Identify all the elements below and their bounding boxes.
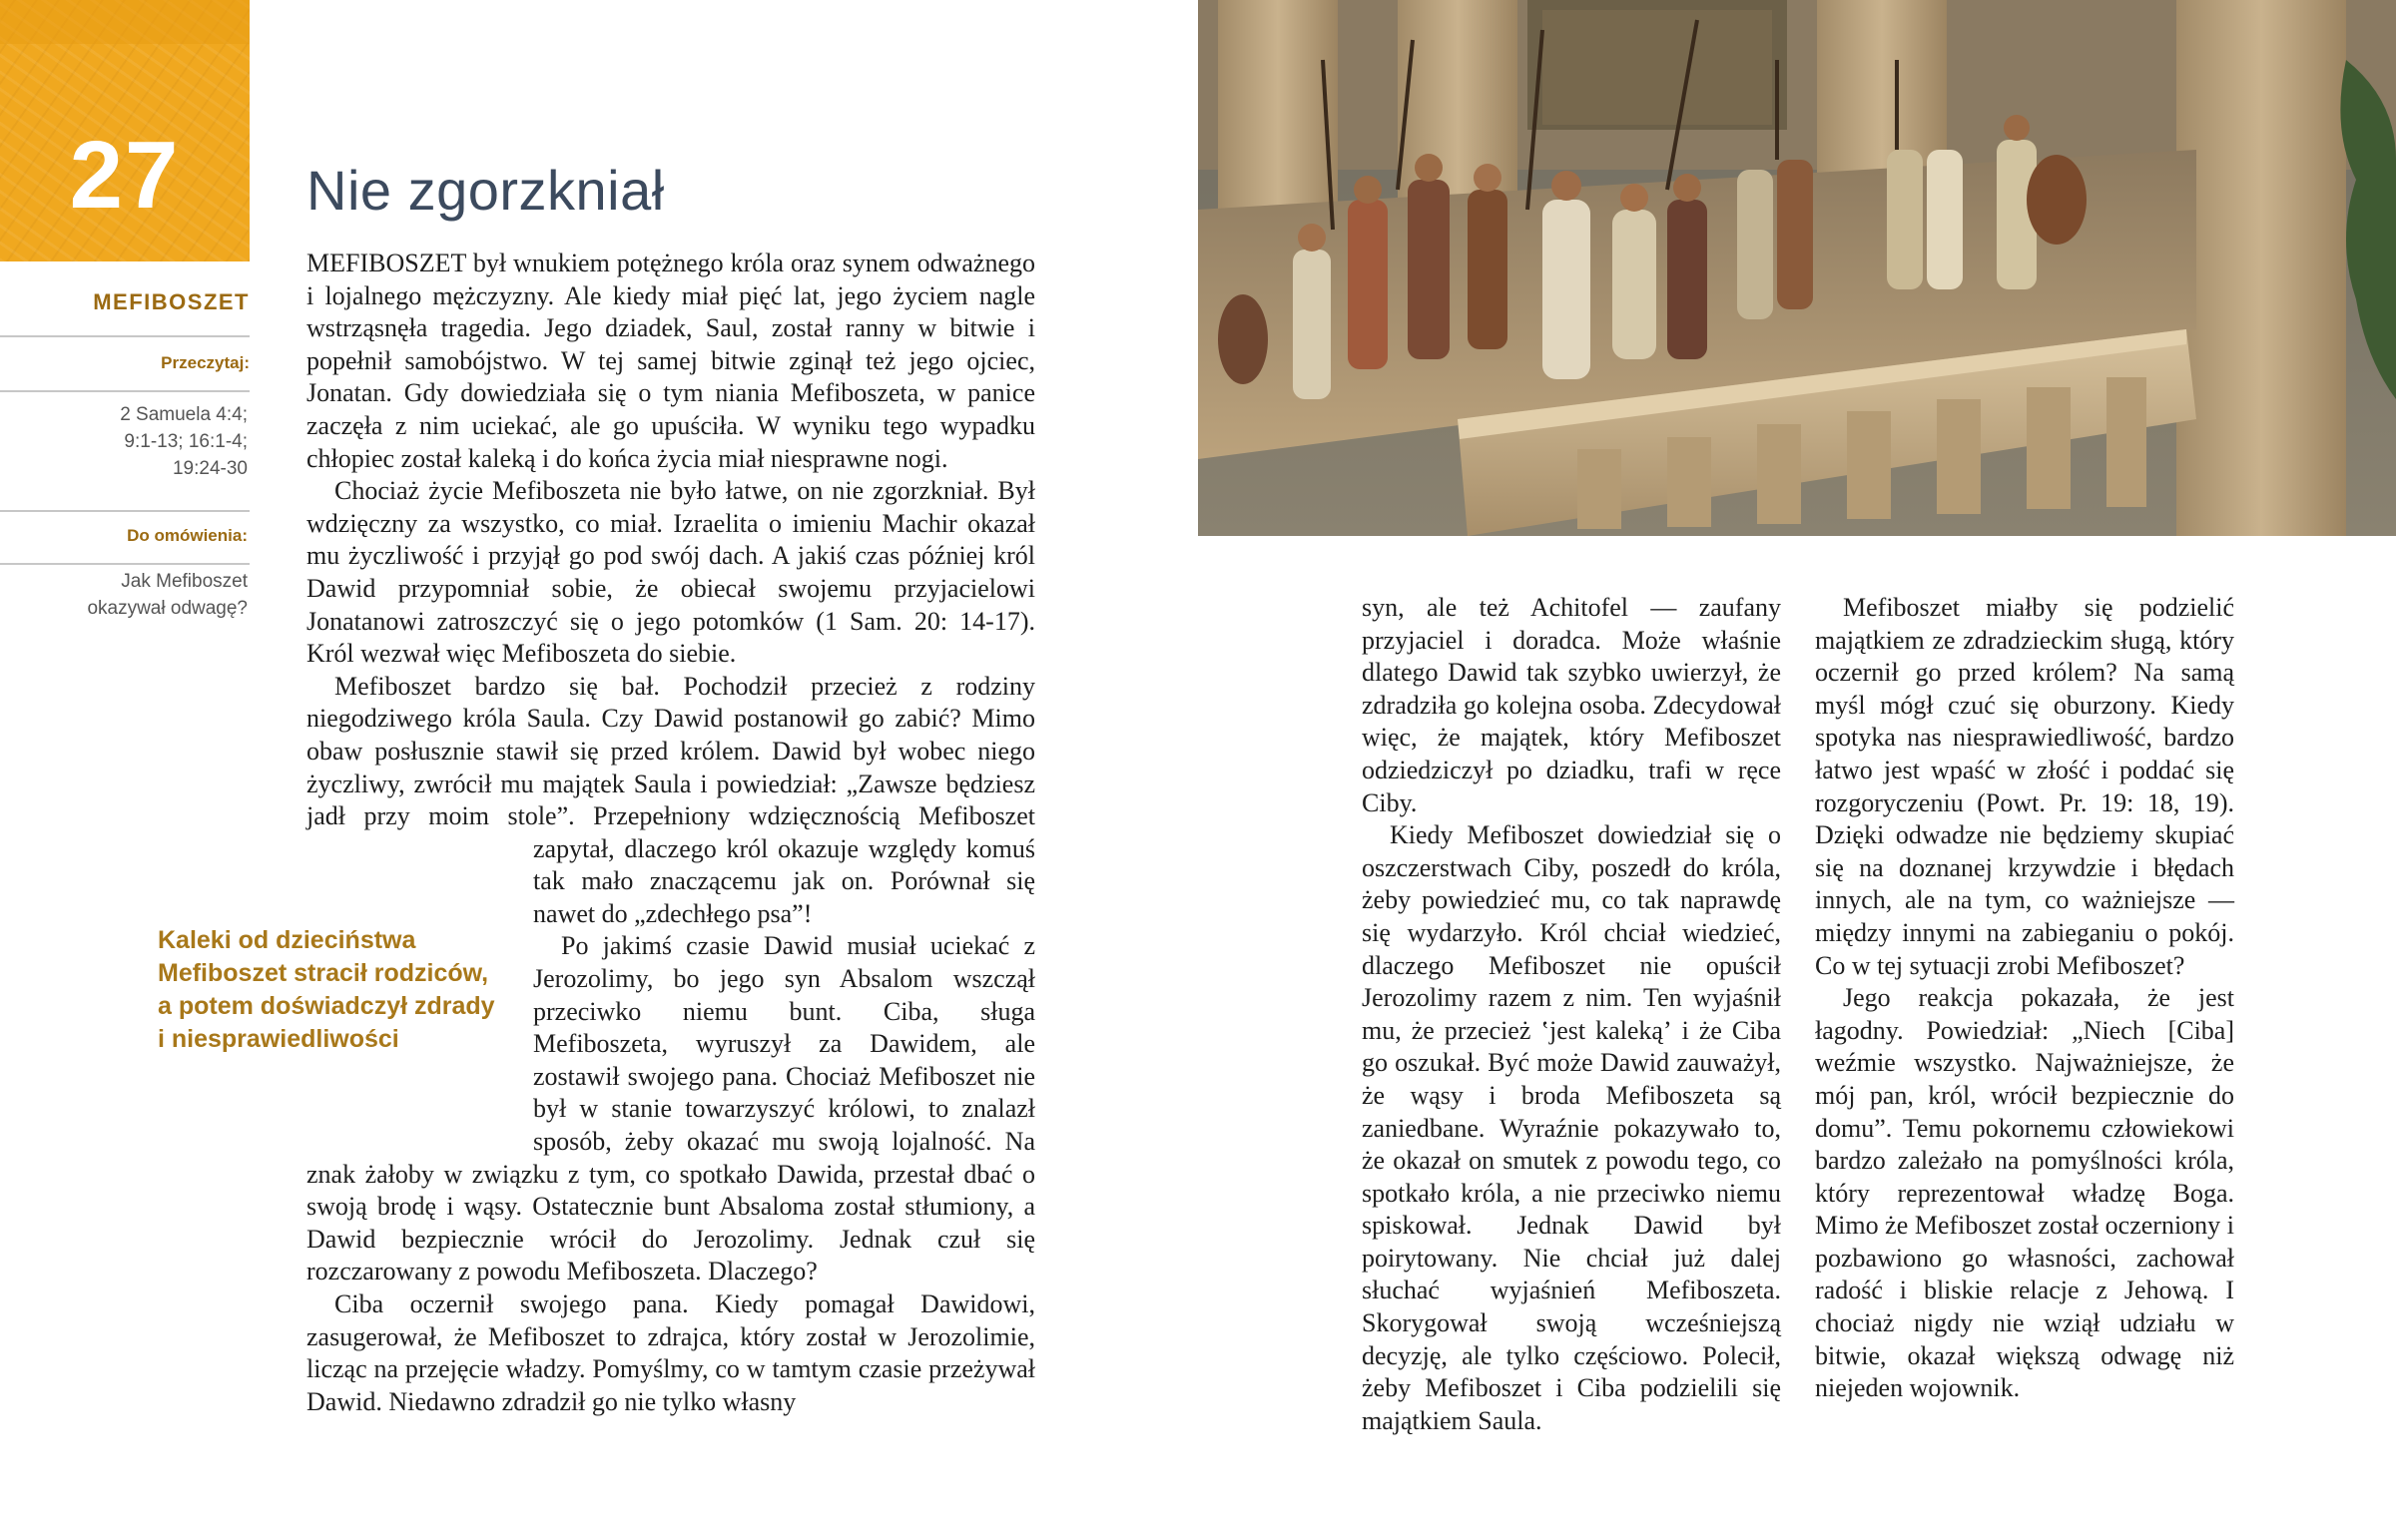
sidebar-divider: [0, 335, 250, 337]
pull-quote-space: [306, 800, 533, 1155]
scripture-ref: 19:24-30: [172, 458, 248, 479]
sidebar-discuss-label: Do omówienia:: [127, 526, 248, 545]
discuss-line: okazywał odwagę?: [87, 598, 248, 619]
body-column-3: [1815, 592, 2234, 1405]
sidebar-read-refs: [0, 401, 250, 482]
chapter-tab-strip: [0, 0, 250, 44]
chapter-number: 27: [69, 122, 181, 229]
paragraph: syn, ale też Achitofel — zaufany przyjaciel i doradca. Może właśnie dlatego Dawid tak szybko uwierzył, że zdradziła go kolejna osoba. Zdecydował więc, że majątek, który Mefiboszet odziedziczył po dziadku, trafi w ręce Ciby.: [1362, 593, 1781, 817]
palace-scene-illustration: [1198, 0, 2396, 536]
pull-quote-line: a potem doświadczył zdrady: [158, 992, 495, 1020]
paragraph: MEFIBOSZET był wnukiem potężnego króla oraz synem odważnego i lojalnego mężczyzny. Ale kiedy miał pięć lat, jego życiem nagle wstrząsnęła tragedia. Jego dziadek, Saul, został ranny w bitwie i popełnił samobójstwo. W tej samej bitwie zginął też jego ojciec, Jonatan. Gdy dowiedziała się o tym niania Mefiboszeta, w panice zaczęła z nim uciekać, ale go upuściła. W wyniku tego wypadku chłopiec został kaleką i do końca życia miał niesprawne nogi.: [306, 249, 1035, 473]
scripture-ref: 2 Samuela 4:4;: [120, 404, 248, 425]
paragraph: Chociaż życie Mefiboszeta nie było łatwe, on nie zgorzkniał. Był wdzięczny za wszystko, co miał. Izraelita o imieniu Machir okazał mu życzliwość i przyjął go pod swój dach. A jakiś czas później król Dawid przypomniał sobie, że obiecał swojemu przyjacielowi Jonatanowi zatroszczyć się o jego potomków (1 Sam. 20: 14-17). Król wezwał więc Mefiboszeta do siebie.: [306, 476, 1035, 669]
sidebar-divider: [0, 563, 250, 565]
body-column-1: [306, 248, 1035, 1418]
scripture-ref: 9:1-13; 16:1-4;: [124, 431, 248, 452]
paragraph: Ciba oczernił swojego pana. Kiedy pomagał Dawidowi, zasugerował, że Mefiboszet to zdrajca, który został w Jerozolimie, licząc na przejęcie władzy. Pomyślmy, co w tamtym czasie przeżywał Dawid. Niedawno zdradził go nie tylko własny: [306, 1289, 1035, 1416]
sidebar-title: MEFIBOSZET: [93, 289, 250, 314]
chapter-tab: [0, 0, 250, 261]
paragraph: Mefiboszet miałby się podzielić majątkiem ze zdradzieckim sługą, który oczernił go przed królem? Na samą myśl mógł czuć się oburzony. Kiedy spotyka nas niesprawiedliwość, bardzo łatwo jest wpaść w złość i poddać się rozgoryczeniu (Powt. Pr. 19: 18, 19). Dzięki odwadze nie będziemy skupiać się na doznanej krzywdzie i błędach innych, ale na tym, co ważniejsze — między innymi na zabieganiu o pokój. Co w tej sytuacji zrobi Mefiboszet?: [1815, 593, 2234, 980]
paragraph: Jego reakcja pokazała, że jest łagodny. Powiedział: „Niech [Ciba] weźmie wszystko. Najważniejsze, że mój pan, król, wrócił bezpiecznie do domu”. Temu pokornemu człowiekowi bardzo zależało na pomyślności króla, który reprezentował władzę Boga. Mimo że Mefiboszet został oczerniony i pozbawiono go własności, zachował radość i bliskie relacje z Jehową. I chociaż nigdy nie wziął udziału w bitwie, okazał większą odwagę niż niejeden wojownik.: [1815, 983, 2234, 1403]
pull-quote-line: Kaleki od dzieciństwa: [158, 926, 416, 954]
pull-quote-line: i niesprawiedliwości: [158, 1025, 399, 1053]
body-column-2: [1362, 592, 1781, 1437]
illustration: [1198, 0, 2396, 536]
discuss-line: Jak Mefiboszet: [121, 571, 248, 592]
paragraph: Po jakimś czasie Dawid musiał uciekać z Jerozolimy, bo jego syn Absalom wszczął przeciwko niemu bunt. Ciba, sługa Mefiboszeta, wyruszył za Dawidem, ale zostawił swojego pana. Chociaż Mefiboszet nie był w stanie towarzyszyć królowi, to znalazł sposób, żeby okazać mu swoją lojalność. Na znak żałoby w związku z tym, co spotkało Dawida, przestał dbać o swoją brodę i wąsy. Ostatecznie bunt Absaloma został stłumiony, a Dawid bezpiecznie wrócił do Jerozolimy. Jednak czuł się rozczarowany z powodu Mefiboszeta. Dlaczego?: [306, 931, 1035, 1286]
paragraph-continuation: Przepełniony wdzięcznością Mefiboszet zapytał, dlaczego król okazuje względy komuś tak mało znaczącemu jak on. Porównał się nawet do „zdechłego psa”!: [533, 801, 1035, 928]
sidebar-divider: [0, 390, 250, 392]
article-heading: Nie zgorzkniał: [306, 159, 665, 222]
paragraph: Kiedy Mefiboszet dowiedział się o oszczerstwach Ciby, poszedł do króla, żeby powiedzieć mu, co tak naprawdę się wydarzyło. Król chciał wiedzieć, dlaczego Mefiboszet nie opuścił Jerozolimy razem z nim. Ten wyjaśnił mu, że przecież ʽjest kalekąʼ i że Ciba go oszukał. Być może Dawid zauważył, że wąsy i broda Mefiboszeta są zaniedbane. Wyraźnie pokazywało to, że okazał on smutek z powodu tego, co spotkało króla, a nie przeciwko niemu spiskował. Jednak Dawid był poirytowany. Nie chciał już dalej słuchać wyjaśnień Mefiboszeta. Skorygował swoją wcześniejszą decyzję, ale tylko częściowo. Polecił, żeby Mefiboszet i Ciba podzielili się majątkiem Saula.: [1362, 820, 1781, 1435]
sidebar-discuss-question: [0, 568, 250, 622]
sidebar-divider: [0, 510, 250, 512]
paragraph: Mefiboszet bardzo się bał. Pochodził przecież z rodziny niegodziwego króla Saula. Czy Dawid postanowił go zabić? Mimo obaw posłusznie stawił się przed królem. Dawid był wobec niego życzliwy, zwrócił mu majątek Saula i powiedział: „Zawsze będziesz jadł przy moim stole”. Przepełniony wdzięcznością Mefiboszet zapytał, dlaczego król okazuje względy komuś tak mało znaczącemu jak on. Porównał się nawet do „zdechłego psa”!: [306, 671, 1035, 931]
pull-quote-line: Mefiboszet stracił rodziców,: [158, 959, 489, 987]
sidebar-read-label: Przeczytaj:: [161, 353, 250, 372]
